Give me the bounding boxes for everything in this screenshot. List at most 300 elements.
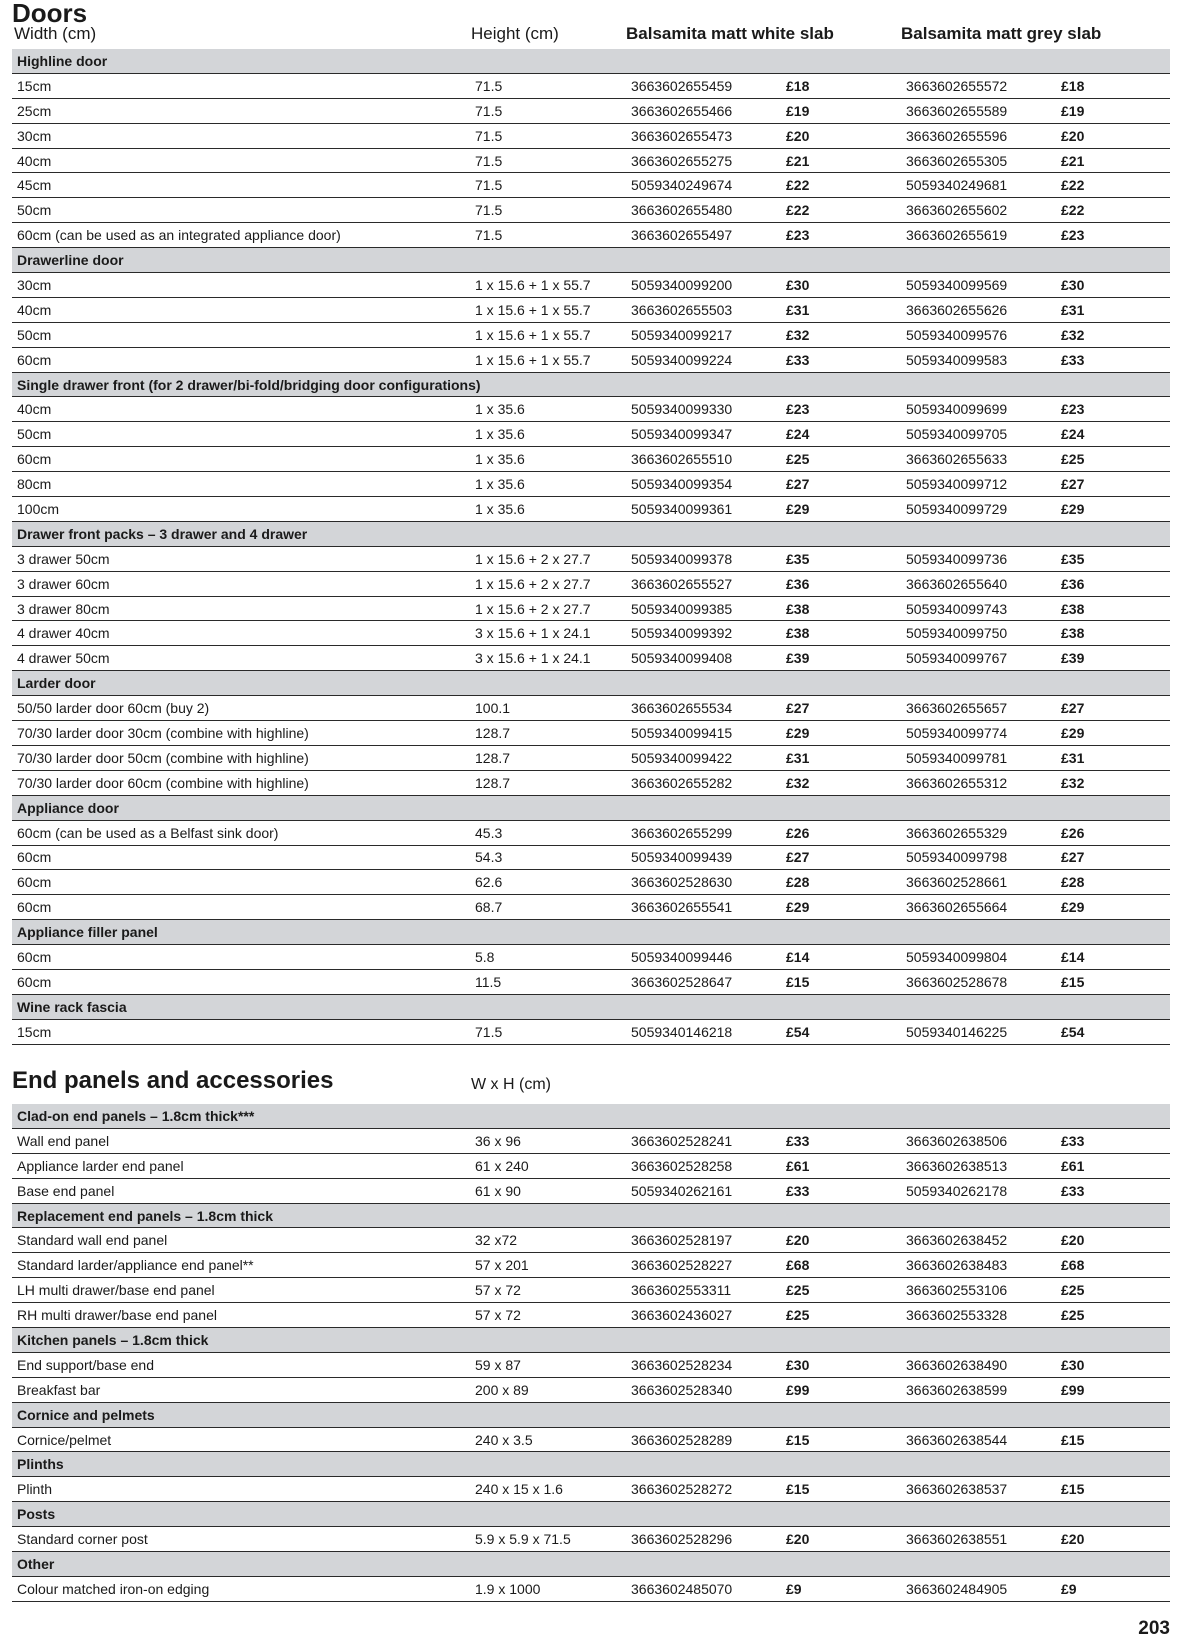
size-cell: 57 x 72 — [470, 1303, 626, 1328]
table-row — [12, 472, 1170, 497]
size-cell: 100.1 — [470, 696, 626, 721]
size-cell: 200 x 89 — [470, 1377, 626, 1402]
white-price-cell: £24 — [781, 422, 901, 447]
size-cell: 59 x 87 — [470, 1352, 626, 1377]
grey-code-cell: 3663602655633 — [901, 447, 1056, 472]
width-cell: 60cm — [12, 447, 470, 472]
size-cell: 1 x 35.6 — [470, 497, 626, 522]
table-row — [12, 223, 1170, 248]
section-header-row — [12, 1104, 1170, 1128]
table-row — [12, 770, 1170, 795]
grey-price-cell: £15 — [1056, 1427, 1170, 1452]
table-row — [12, 273, 1170, 298]
table-row — [12, 1019, 1170, 1044]
width-cell: Breakfast bar — [12, 1377, 470, 1402]
grey-code-cell: 5059340099736 — [901, 546, 1056, 571]
grey-price-cell: £36 — [1056, 571, 1170, 596]
white-code-cell: 3663602655480 — [626, 198, 781, 223]
width-cell: 4 drawer 40cm — [12, 621, 470, 646]
grey-code-cell: 5059340099705 — [901, 422, 1056, 447]
size-cell: 1 x 35.6 — [470, 397, 626, 422]
white-code-cell: 3663602528197 — [626, 1228, 781, 1253]
section-header-row — [12, 372, 1170, 397]
section-title: Clad-on end panels – 1.8cm thick*** — [12, 1104, 1170, 1128]
size-cell: 1 x 35.6 — [470, 422, 626, 447]
table-row — [12, 646, 1170, 671]
section-header-row — [12, 248, 1170, 273]
section-title: Posts — [12, 1502, 1170, 1527]
white-code-cell: 3663602528241 — [626, 1128, 781, 1153]
section-title: Plinths — [12, 1452, 1170, 1477]
grey-code-cell: 3663602638490 — [901, 1352, 1056, 1377]
grey-code-cell: 5059340099729 — [901, 497, 1056, 522]
white-price-cell: £25 — [781, 1303, 901, 1328]
white-code-cell: 5059340099224 — [626, 347, 781, 372]
grey-price-cell: £68 — [1056, 1253, 1170, 1278]
table-row — [12, 745, 1170, 770]
width-cell: 3 drawer 50cm — [12, 546, 470, 571]
section-title: Replacement end panels – 1.8cm thick — [12, 1203, 1170, 1228]
grey-price-cell: £35 — [1056, 546, 1170, 571]
table-row — [12, 447, 1170, 472]
grey-price-cell: £23 — [1056, 223, 1170, 248]
grey-price-cell: £27 — [1056, 845, 1170, 870]
size-cell: 1 x 35.6 — [470, 447, 626, 472]
width-cell: 40cm — [12, 148, 470, 173]
white-code-cell: 5059340262161 — [626, 1178, 781, 1203]
white-code-cell: 3663602655503 — [626, 297, 781, 322]
section-title: Wine rack fascia — [12, 994, 1170, 1019]
white-price-cell: £32 — [781, 322, 901, 347]
grey-price-cell: £20 — [1056, 123, 1170, 148]
white-code-cell: 3663602528234 — [626, 1352, 781, 1377]
section-header-row — [12, 49, 1170, 73]
size-cell: 71.5 — [470, 1019, 626, 1044]
width-cell: 15cm — [12, 73, 470, 98]
table-row — [12, 422, 1170, 447]
width-cell: 25cm — [12, 98, 470, 123]
section-title: Drawer front packs – 3 drawer and 4 drawer — [12, 521, 1170, 546]
size-cell: 62.6 — [470, 870, 626, 895]
table-row — [12, 397, 1170, 422]
section-title: Larder door — [12, 671, 1170, 696]
white-code-cell: 3663602528630 — [626, 870, 781, 895]
table-row — [12, 1228, 1170, 1253]
size-cell: 3 x 15.6 + 1 x 24.1 — [470, 646, 626, 671]
white-code-cell: 5059340099330 — [626, 397, 781, 422]
grey-code-cell: 3663602528678 — [901, 969, 1056, 994]
section-header-row — [12, 671, 1170, 696]
white-price-cell: £20 — [781, 123, 901, 148]
table-row — [12, 347, 1170, 372]
grey-code-cell: 3663602638544 — [901, 1427, 1056, 1452]
white-code-cell: 5059340099347 — [626, 422, 781, 447]
size-cell: 57 x 72 — [470, 1278, 626, 1303]
white-price-cell: £35 — [781, 546, 901, 571]
white-code-cell: 3663602528289 — [626, 1427, 781, 1452]
grey-code-cell: 3663602655619 — [901, 223, 1056, 248]
white-price-cell: £15 — [781, 969, 901, 994]
width-cell: 45cm — [12, 173, 470, 198]
size-cell: 5.9 x 5.9 x 71.5 — [470, 1527, 626, 1552]
white-price-cell: £30 — [781, 273, 901, 298]
grey-price-cell: £28 — [1056, 870, 1170, 895]
end-panels-table — [12, 1104, 1170, 1602]
section-title: Appliance filler panel — [12, 920, 1170, 945]
table-row — [12, 895, 1170, 920]
grey-price-cell: £29 — [1056, 895, 1170, 920]
section-header-row — [12, 994, 1170, 1019]
white-price-cell: £28 — [781, 870, 901, 895]
table-row — [12, 1253, 1170, 1278]
white-code-cell: 3663602528647 — [626, 969, 781, 994]
section-title: Other — [12, 1552, 1170, 1577]
white-code-cell: 5059340099422 — [626, 745, 781, 770]
table-row — [12, 1427, 1170, 1452]
section-header-row — [12, 1452, 1170, 1477]
size-cell: 71.5 — [470, 198, 626, 223]
size-cell: 240 x 3.5 — [470, 1427, 626, 1452]
grey-code-cell: 3663602655305 — [901, 148, 1056, 173]
white-code-cell: 5059340099361 — [626, 497, 781, 522]
table-row — [12, 1477, 1170, 1502]
grey-price-cell: £33 — [1056, 1128, 1170, 1153]
grey-code-cell: 3663602553106 — [901, 1278, 1056, 1303]
size-cell: 1 x 15.6 + 2 x 27.7 — [470, 571, 626, 596]
width-cell: 40cm — [12, 297, 470, 322]
width-cell: 100cm — [12, 497, 470, 522]
table-row — [12, 721, 1170, 746]
white-price-cell: £22 — [781, 198, 901, 223]
width-cell: 50cm — [12, 422, 470, 447]
section-header-row — [12, 920, 1170, 945]
grey-code-cell: 3663602655589 — [901, 98, 1056, 123]
white-code-cell: 3663602655459 — [626, 73, 781, 98]
size-cell: 128.7 — [470, 770, 626, 795]
white-code-cell: 5059340249674 — [626, 173, 781, 198]
size-cell: 1 x 15.6 + 1 x 55.7 — [470, 297, 626, 322]
table-row — [12, 621, 1170, 646]
white-price-cell: £26 — [781, 820, 901, 845]
width-cell: Wall end panel — [12, 1128, 470, 1153]
white-price-cell: £18 — [781, 73, 901, 98]
table-row — [12, 73, 1170, 98]
white-code-cell: 3663602655527 — [626, 571, 781, 596]
white-code-cell: 5059340099446 — [626, 945, 781, 970]
section-header-row — [12, 1502, 1170, 1527]
white-code-cell: 3663602655299 — [626, 820, 781, 845]
grey-code-cell: 3663602655329 — [901, 820, 1056, 845]
grey-code-cell: 3663602655602 — [901, 198, 1056, 223]
grey-price-cell: £23 — [1056, 397, 1170, 422]
width-cell: Standard larder/appliance end panel** — [12, 1253, 470, 1278]
width-cell: Appliance larder end panel — [12, 1153, 470, 1178]
grey-price-cell: £38 — [1056, 596, 1170, 621]
table-row — [12, 696, 1170, 721]
width-cell: RH multi drawer/base end panel — [12, 1303, 470, 1328]
white-price-cell: £21 — [781, 148, 901, 173]
grey-code-cell: 3663602638551 — [901, 1527, 1056, 1552]
size-cell: 11.5 — [470, 969, 626, 994]
white-price-cell: £54 — [781, 1019, 901, 1044]
white-price-cell: £33 — [781, 1178, 901, 1203]
table-row — [12, 1128, 1170, 1153]
page-number: 203 — [1138, 1618, 1170, 1639]
grey-price-cell: £33 — [1056, 1178, 1170, 1203]
grey-price-cell: £18 — [1056, 73, 1170, 98]
width-cell: 30cm — [12, 123, 470, 148]
table-row — [12, 969, 1170, 994]
width-column-header: Width (cm) — [14, 24, 97, 43]
width-cell: 60cm — [12, 347, 470, 372]
white-price-cell: £38 — [781, 596, 901, 621]
white-code-cell: 5059340099408 — [626, 646, 781, 671]
grey-price-cell: £25 — [1056, 447, 1170, 472]
width-cell: 50cm — [12, 198, 470, 223]
white-price-cell: £27 — [781, 472, 901, 497]
white-price-cell: £15 — [781, 1477, 901, 1502]
white-price-cell: £9 — [781, 1576, 901, 1601]
grey-code-cell: 3663602655657 — [901, 696, 1056, 721]
white-code-cell: 3663602528272 — [626, 1477, 781, 1502]
table-row — [12, 820, 1170, 845]
white-price-cell: £15 — [781, 1427, 901, 1452]
section-header-row — [12, 795, 1170, 820]
width-cell: 60cm — [12, 895, 470, 920]
section-header-row — [12, 1328, 1170, 1353]
grey-price-cell: £24 — [1056, 422, 1170, 447]
table-row — [12, 845, 1170, 870]
grey-price-cell: £38 — [1056, 621, 1170, 646]
grey-price-cell: £39 — [1056, 646, 1170, 671]
grey-price-cell: £27 — [1056, 696, 1170, 721]
grey-price-cell: £25 — [1056, 1278, 1170, 1303]
width-cell: End support/base end — [12, 1352, 470, 1377]
white-price-cell: £14 — [781, 945, 901, 970]
white-price-cell: £29 — [781, 721, 901, 746]
table-row — [12, 1178, 1170, 1203]
grey-code-cell: 3663602655572 — [901, 73, 1056, 98]
size-cell: 1 x 15.6 + 1 x 55.7 — [470, 322, 626, 347]
white-code-cell: 5059340146218 — [626, 1019, 781, 1044]
table-row — [12, 1303, 1170, 1328]
size-cell: 68.7 — [470, 895, 626, 920]
width-cell: Plinth — [12, 1477, 470, 1502]
width-cell: 60cm — [12, 969, 470, 994]
width-cell: 60cm — [12, 870, 470, 895]
grey-code-cell: 3663602655312 — [901, 770, 1056, 795]
white-code-cell: 3663602553311 — [626, 1278, 781, 1303]
white-code-cell: 3663602655497 — [626, 223, 781, 248]
table-row — [12, 1153, 1170, 1178]
table-row — [12, 596, 1170, 621]
white-code-cell: 3663602655534 — [626, 696, 781, 721]
grey-code-cell: 5059340099774 — [901, 721, 1056, 746]
grey-price-cell: £22 — [1056, 173, 1170, 198]
width-cell: 30cm — [12, 273, 470, 298]
grey-price-cell: £25 — [1056, 1303, 1170, 1328]
size-cell: 32 x72 — [470, 1228, 626, 1253]
width-cell: 15cm — [12, 1019, 470, 1044]
white-code-cell: 3663602528340 — [626, 1377, 781, 1402]
white-code-cell: 5059340099415 — [626, 721, 781, 746]
width-cell: 60cm (can be used as a Belfast sink door) — [12, 820, 470, 845]
size-cell: 71.5 — [470, 148, 626, 173]
size-cell: 45.3 — [470, 820, 626, 845]
section-title: Highline door — [12, 49, 1170, 73]
white-code-cell: 5059340099354 — [626, 472, 781, 497]
white-price-cell: £61 — [781, 1153, 901, 1178]
height-column-header: Height (cm) — [471, 24, 559, 43]
white-code-cell: 3663602485070 — [626, 1576, 781, 1601]
size-cell: 3 x 15.6 + 1 x 24.1 — [470, 621, 626, 646]
grey-price-cell: £26 — [1056, 820, 1170, 845]
width-cell: 70/30 larder door 60cm (combine with highline) — [12, 770, 470, 795]
width-cell: 60cm (can be used as an integrated appliance door) — [12, 223, 470, 248]
grey-price-cell: £14 — [1056, 945, 1170, 970]
table-row — [12, 1278, 1170, 1303]
grey-price-cell: £99 — [1056, 1377, 1170, 1402]
size-cell: 71.5 — [470, 98, 626, 123]
white-code-cell: 5059340099439 — [626, 845, 781, 870]
white-price-cell: £99 — [781, 1377, 901, 1402]
grey-code-cell: 5059340099781 — [901, 745, 1056, 770]
size-cell: 1 x 35.6 — [470, 472, 626, 497]
width-cell: Cornice/pelmet — [12, 1427, 470, 1452]
grey-price-cell: £15 — [1056, 969, 1170, 994]
size-cell: 240 x 15 x 1.6 — [470, 1477, 626, 1502]
table-row — [12, 148, 1170, 173]
grey-code-cell: 5059340099583 — [901, 347, 1056, 372]
grey-price-cell: £29 — [1056, 721, 1170, 746]
grey-price-cell: £32 — [1056, 322, 1170, 347]
width-cell: 80cm — [12, 472, 470, 497]
grey-code-cell: 5059340099767 — [901, 646, 1056, 671]
grey-price-cell: £20 — [1056, 1527, 1170, 1552]
white-price-cell: £20 — [781, 1527, 901, 1552]
size-cell: 71.5 — [470, 123, 626, 148]
size-cell: 71.5 — [470, 223, 626, 248]
white-price-cell: £33 — [781, 1128, 901, 1153]
table-row — [12, 1352, 1170, 1377]
grey-code-cell: 3663602655640 — [901, 571, 1056, 596]
grey-code-cell: 5059340262178 — [901, 1178, 1056, 1203]
size-cell: 1.9 x 1000 — [470, 1576, 626, 1601]
grey-code-cell: 3663602638599 — [901, 1377, 1056, 1402]
section-header-row — [12, 1402, 1170, 1427]
grey-code-cell: 3663602638513 — [901, 1153, 1056, 1178]
grey-price-cell: £31 — [1056, 297, 1170, 322]
grey-code-cell: 5059340099569 — [901, 273, 1056, 298]
white-price-cell: £39 — [781, 646, 901, 671]
grey-price-cell: £31 — [1056, 745, 1170, 770]
width-cell: 60cm — [12, 845, 470, 870]
white-price-cell: £19 — [781, 98, 901, 123]
grey-price-cell: £54 — [1056, 1019, 1170, 1044]
white-price-cell: £22 — [781, 173, 901, 198]
size-cell: 54.3 — [470, 845, 626, 870]
width-cell: Base end panel — [12, 1178, 470, 1203]
table-row — [12, 1377, 1170, 1402]
width-cell: 60cm — [12, 945, 470, 970]
white-code-cell: 3663602655275 — [626, 148, 781, 173]
section-header-row — [12, 1203, 1170, 1228]
grey-code-cell: 5059340099804 — [901, 945, 1056, 970]
width-cell: 3 drawer 80cm — [12, 596, 470, 621]
end-panels-title: End panels and accessories — [12, 1067, 334, 1094]
size-cell: 5.8 — [470, 945, 626, 970]
table-row — [12, 297, 1170, 322]
white-code-cell: 3663602655473 — [626, 123, 781, 148]
white-price-cell: £32 — [781, 770, 901, 795]
size-cell: 36 x 96 — [470, 1128, 626, 1153]
grey-price-cell: £15 — [1056, 1477, 1170, 1502]
white-price-cell: £25 — [781, 447, 901, 472]
white-price-cell: £31 — [781, 297, 901, 322]
size-cell: 71.5 — [470, 73, 626, 98]
grey-price-cell: £22 — [1056, 198, 1170, 223]
size-cell: 1 x 15.6 + 2 x 27.7 — [470, 596, 626, 621]
size-column-header: W x H (cm) — [471, 1076, 551, 1093]
white-slab-column-header: Balsamita matt white slab — [626, 24, 834, 43]
grey-code-cell: 5059340099699 — [901, 397, 1056, 422]
size-cell: 1 x 15.6 + 2 x 27.7 — [470, 546, 626, 571]
white-code-cell: 3663602655282 — [626, 770, 781, 795]
section-title: Appliance door — [12, 795, 1170, 820]
grey-code-cell: 3663602655664 — [901, 895, 1056, 920]
grey-slab-column-header: Balsamita matt grey slab — [901, 24, 1102, 43]
grey-price-cell: £27 — [1056, 472, 1170, 497]
width-cell: 70/30 larder door 50cm (combine with highline) — [12, 745, 470, 770]
size-cell: 61 x 90 — [470, 1178, 626, 1203]
size-cell: 128.7 — [470, 721, 626, 746]
table-row — [12, 1527, 1170, 1552]
table-row — [12, 546, 1170, 571]
white-price-cell: £30 — [781, 1352, 901, 1377]
white-price-cell: £33 — [781, 347, 901, 372]
width-cell: 4 drawer 50cm — [12, 646, 470, 671]
grey-price-cell: £9 — [1056, 1576, 1170, 1601]
grey-price-cell: £29 — [1056, 497, 1170, 522]
size-cell: 1 x 15.6 + 1 x 55.7 — [470, 273, 626, 298]
section-title: Kitchen panels – 1.8cm thick — [12, 1328, 1170, 1353]
grey-code-cell: 5059340099750 — [901, 621, 1056, 646]
section-header-row — [12, 521, 1170, 546]
white-code-cell: 3663602528258 — [626, 1153, 781, 1178]
white-price-cell: £31 — [781, 745, 901, 770]
width-cell: LH multi drawer/base end panel — [12, 1278, 470, 1303]
grey-price-cell: £61 — [1056, 1153, 1170, 1178]
white-code-cell: 5059340099217 — [626, 322, 781, 347]
size-cell: 57 x 201 — [470, 1253, 626, 1278]
grey-code-cell: 3663602638506 — [901, 1128, 1056, 1153]
white-code-cell: 5059340099378 — [626, 546, 781, 571]
section-title: Drawerline door — [12, 248, 1170, 273]
white-code-cell: 3663602528296 — [626, 1527, 781, 1552]
grey-price-cell: £20 — [1056, 1228, 1170, 1253]
table-row — [12, 123, 1170, 148]
grey-code-cell: 3663602638452 — [901, 1228, 1056, 1253]
white-price-cell: £38 — [781, 621, 901, 646]
table-row — [12, 870, 1170, 895]
table-row — [12, 322, 1170, 347]
white-price-cell: £29 — [781, 497, 901, 522]
grey-code-cell: 5059340249681 — [901, 173, 1056, 198]
width-cell: Standard corner post — [12, 1527, 470, 1552]
grey-code-cell: 3663602528661 — [901, 870, 1056, 895]
width-cell: 50/50 larder door 60cm (buy 2) — [12, 696, 470, 721]
width-cell: 3 drawer 60cm — [12, 571, 470, 596]
